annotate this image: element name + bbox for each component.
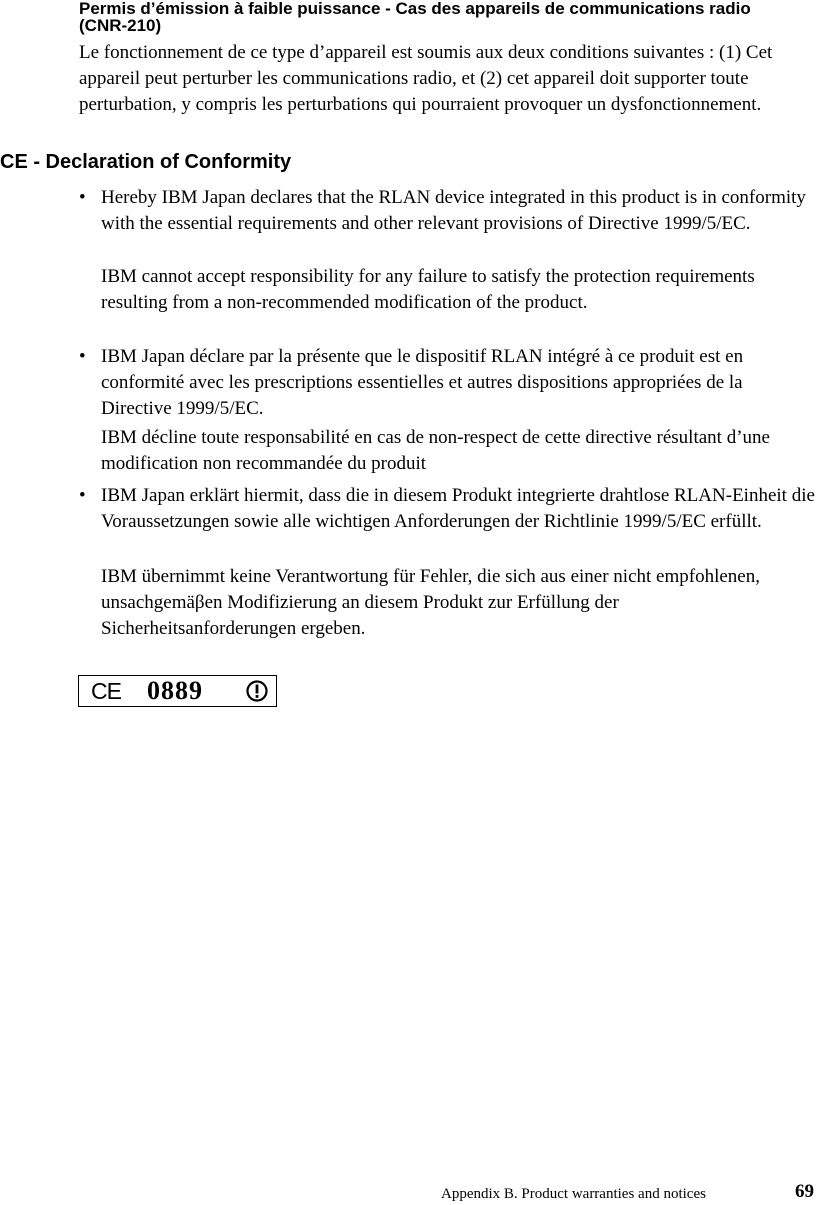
declaration-german: IBM Japan erklärt hiermit, dass die in diesem Produkt integrierte drahtlose RLAN-Einheit die Voraussetzungen sowie alle wichtigen Anforderungen der Richtlinie 1999/5/EC erfüllt. (101, 485, 815, 532)
canada-section-text: Le fonctionnement de ce type d’appareil est soumis aux deux conditions suivantes : (1) Cet appareil peut perturber les communications radio, et (2) cet appareil doit supporter toute perturbation, y compris les perturbations qui pourraient provoquer un dysfonctionnement. (79, 42, 773, 115)
page-number: 69 (795, 1181, 814, 1202)
footer-label: Appendix B. Product warranties and notices (441, 1186, 706, 1202)
notified-body-number: 0889 (147, 676, 203, 705)
disclaimer-english: IBM cannot accept responsibility for any failure to satisfy the protection requirements resulting from a non-recommended modification of the product. (101, 266, 755, 313)
list-bullet: • (79, 187, 86, 208)
canada-section-heading: Permis d’émission à faible puissance - Cas des appareils de communications radio (CNR-210) (79, 0, 751, 35)
disclaimer-german: IBM übernimmt keine Verantwortung für Fehler, die sich aus einer nicht empfohlenen, unsachgemäβen Modifizierung an diesem Produkt zur Erfüllung der Sicherheitsanforderungen ergeben. (101, 566, 760, 639)
disclaimer-french: IBM décline toute responsabilité en cas de non-respect de cette directive résultant d’une modification non recommandée du produit (101, 427, 770, 474)
ce-symbol: CE (91, 678, 121, 704)
ce-marking (78, 675, 277, 707)
list-bullet: • (79, 346, 86, 367)
declaration-french: IBM Japan déclare par la présente que le dispositif RLAN intégré à ce produit est en conformité avec les prescriptions essentielles et autres dispositions appropriées de la Directive 1999/5/EC. (101, 346, 744, 419)
list-bullet: • (79, 485, 86, 506)
ce-declaration-heading: CE - Declaration of Conformity (0, 151, 292, 173)
alert-circle-icon (246, 680, 268, 707)
declaration-english: Hereby IBM Japan declares that the RLAN device integrated in this product is in conformity with the essential requirements and other relevant provisions of Directive 1999/5/EC. (101, 187, 806, 234)
